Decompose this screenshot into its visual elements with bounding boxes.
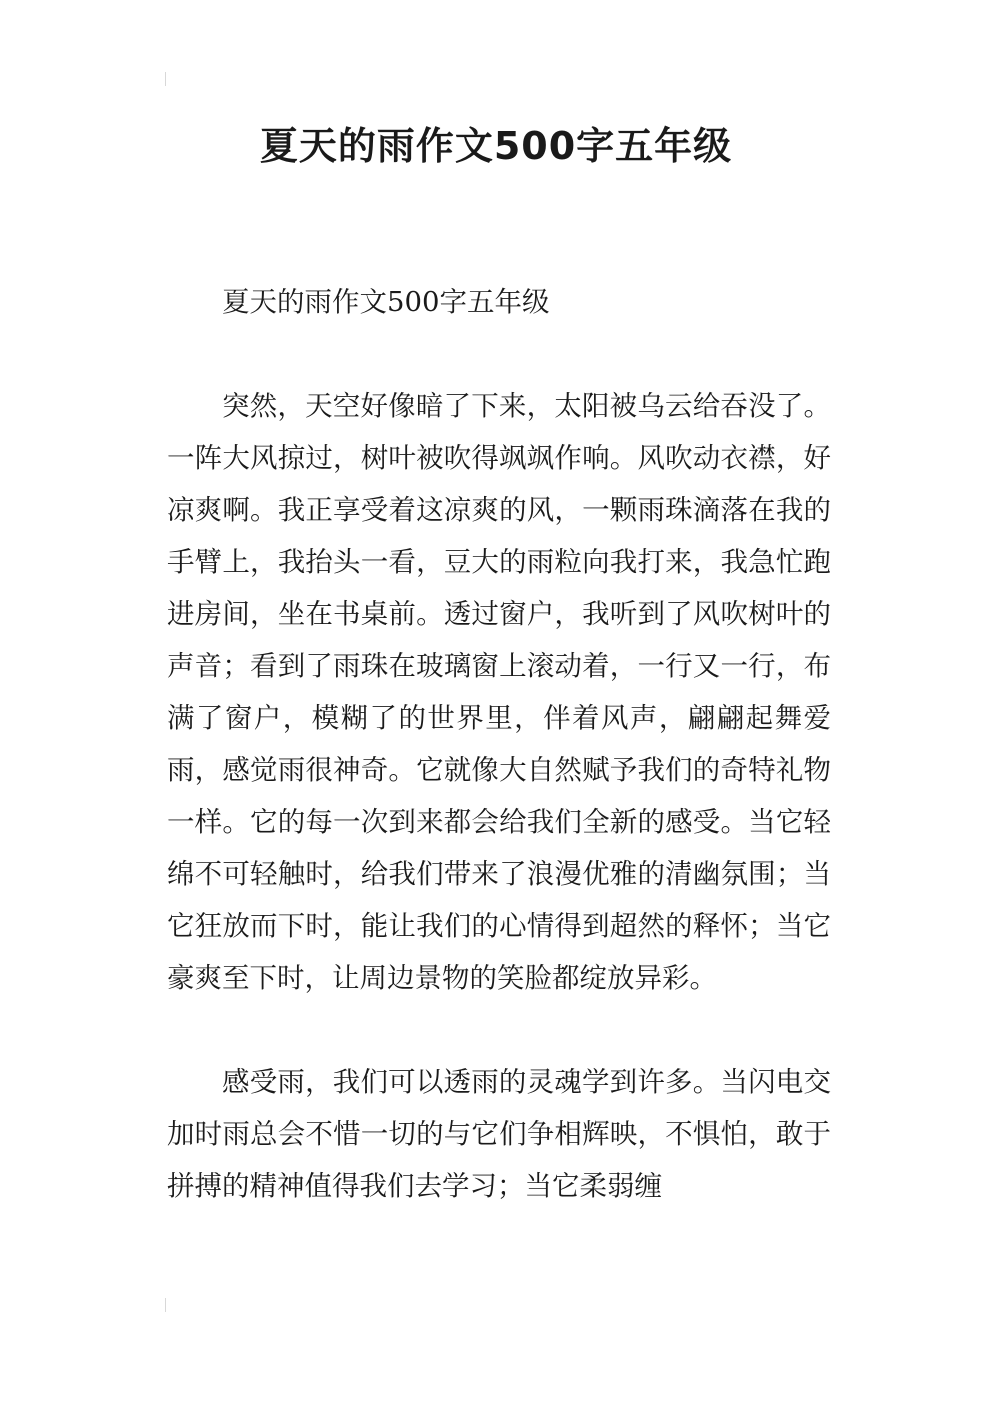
document-title: 夏天的雨作文500字五年级	[259, 124, 733, 168]
paragraph: 突然，天空好像暗了下来，太阳被乌云给吞没了。一阵大风掠过，树叶被吹得飒飒作响。风吹动衣襟，好凉爽啊。我正享受着这凉爽的风，一颗雨珠滴落在我的手臂上，我抬头一看，豆大的雨粒向我打来，我急忙跑进房间，坐在书桌前。透过窗户，我听到了风吹树叶的声音；看到了雨珠在玻璃窗上滚动着，一行又一行，布满了窗户，模糊了的世界里，伴着风声，翩翩起舞爱雨，感觉雨很神奇。它就像大自然赋予我们的奇特礼物一样。它的每一次到来都会给我们全新的感受。当它轻绵不可轻触时，给我们带来了浪漫优雅的清幽氛围；当它狂放而下时，能让我们的心情得到超然的释怀；当它豪爽至下时，让周边景物的笑脸都绽放异彩。	[167, 390, 831, 994]
paragraph: 感受雨，我们可以透雨的灵魂学到许多。当闪电交加时雨总会不惜一切的与它们争相辉映，不惧怕，敢于拼搏的精神值得我们去学习；当它柔弱缠	[167, 1066, 831, 1202]
document-body	[167, 276, 831, 1212]
document-subtitle: 夏天的雨作文500字五年级	[222, 286, 550, 318]
page-corner-mark-top	[165, 72, 166, 86]
page-corner-mark-bottom	[165, 1298, 166, 1312]
